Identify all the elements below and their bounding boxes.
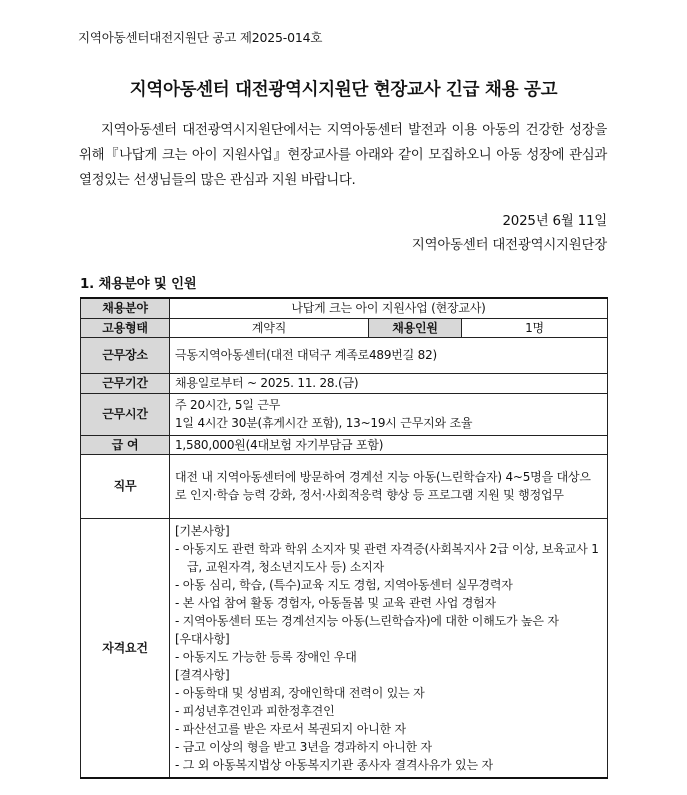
basic-requirements-label: [기본사항] xyxy=(175,523,230,538)
recruitment-table xyxy=(80,297,608,779)
list-item: - 그 외 아동복지법상 아동복지기관 종사자 결격사유가 있는 자 xyxy=(175,757,493,772)
list-item: - 아동지도 관련 학과 학위 소지자 및 관련 자격증(사회복지사 2급 이상, 보육교사 1급, 교원자격, 청소년지도사 등) 소지자 xyxy=(175,541,599,574)
list-item: - 지역아동센터 또는 경계선지능 아동(느린학습자)에 대한 이해도가 높은 자 xyxy=(175,613,559,628)
qualification-value xyxy=(170,518,608,778)
headcount-label: 채용인원 xyxy=(369,318,462,337)
period-value: 채용일로부터 ~ 2025. 11. 28.(금) xyxy=(170,373,608,393)
section-title-recruitment: 1. 채용분야 및 인원 xyxy=(80,277,197,292)
table-row-period xyxy=(81,373,608,393)
document-number: 지역아동센터대전지원단 공고 제2025-014호 xyxy=(78,30,323,45)
list-item: - 금고 이상의 형을 받고 3년을 경과하지 아니한 자 xyxy=(175,739,432,754)
issuing-organization: 지역아동센터 대전광역시지원단장 xyxy=(411,238,607,253)
table-row-qualification xyxy=(81,518,608,778)
location-value: 극동지역아동센터(대전 대덕구 계족로489번길 82) xyxy=(170,337,608,373)
list-item: - 본 사업 참여 활동 경험자, 아동돌봄 및 교육 관련 사업 경험자 xyxy=(175,595,496,610)
intro-paragraph: 지역아동센터 대전광역시지원단에서는 지역아동센터 발전과 이용 아동의 건강한 성장을 위해『나답게 크는 아이 지원사업』현장교사를 아래와 같이 모집하오니 아동 성장에 관심과 열정있는 선생님들의 많은 관심과 지원 바랍니다. xyxy=(79,123,607,188)
duty-value: 대전 내 지역아동센터에 방문하여 경계선 지능 아동(느린학습자) 4~5명을 대상으로 인지·학습 능력 강화, 정서·사회적응력 향상 등 프로그램 지원 및 행정업무 xyxy=(170,454,608,518)
list-item: - 아동 심리, 학습, (특수)교육 지도 경험, 지역아동센터 실무경력자 xyxy=(175,577,513,592)
duty-label: 직무 xyxy=(81,454,170,518)
table-row-duty xyxy=(81,454,608,518)
period-label: 근무기간 xyxy=(81,373,170,393)
list-item: - 아동학대 및 성범죄, 장애인학대 전력이 있는 자 xyxy=(175,685,425,700)
employment-value: 계약직 xyxy=(170,318,369,337)
table-row-salary xyxy=(81,435,608,454)
hours-label: 근무시간 xyxy=(81,393,170,435)
table-row-employment xyxy=(81,318,608,337)
hours-line-2: 1일 4시간 30분(휴게시간 포함), 13~19시 근무지와 조율 xyxy=(175,416,473,430)
page-title: 지역아동센터 대전광역시지원단 현장교사 긴급 채용 공고 xyxy=(129,80,558,100)
list-item: - 파산선고를 받은 자로서 복권되지 아니한 자 xyxy=(175,721,406,736)
headcount-value: 1명 xyxy=(462,318,608,337)
salary-label: 급 여 xyxy=(81,435,170,454)
employment-label: 고용형태 xyxy=(81,318,170,337)
hours-line-1: 주 20시간, 5일 근무 xyxy=(175,398,281,412)
salary-value: 1,580,000원(4대보험 자기부담금 포함) xyxy=(170,435,608,454)
table-row-hours xyxy=(81,393,608,435)
table-row-field xyxy=(81,298,608,318)
field-label: 채용분야 xyxy=(81,298,170,318)
preferred-label: [우대사항] xyxy=(175,631,230,646)
field-value: 나답게 크는 아이 지원사업 (현장교사) xyxy=(170,298,608,318)
list-item: - 피성년후견인과 피한정후견인 xyxy=(175,703,335,718)
disqualification-label: [결격사항] xyxy=(175,667,230,682)
qualification-label: 자격요건 xyxy=(81,518,170,778)
hours-value xyxy=(170,393,608,435)
location-label: 근무장소 xyxy=(81,337,170,373)
list-item: - 아동지도 가능한 등록 장애인 우대 xyxy=(175,649,357,664)
table-row-location xyxy=(81,337,608,373)
announcement-date: 2025년 6월 11일 xyxy=(502,214,607,229)
